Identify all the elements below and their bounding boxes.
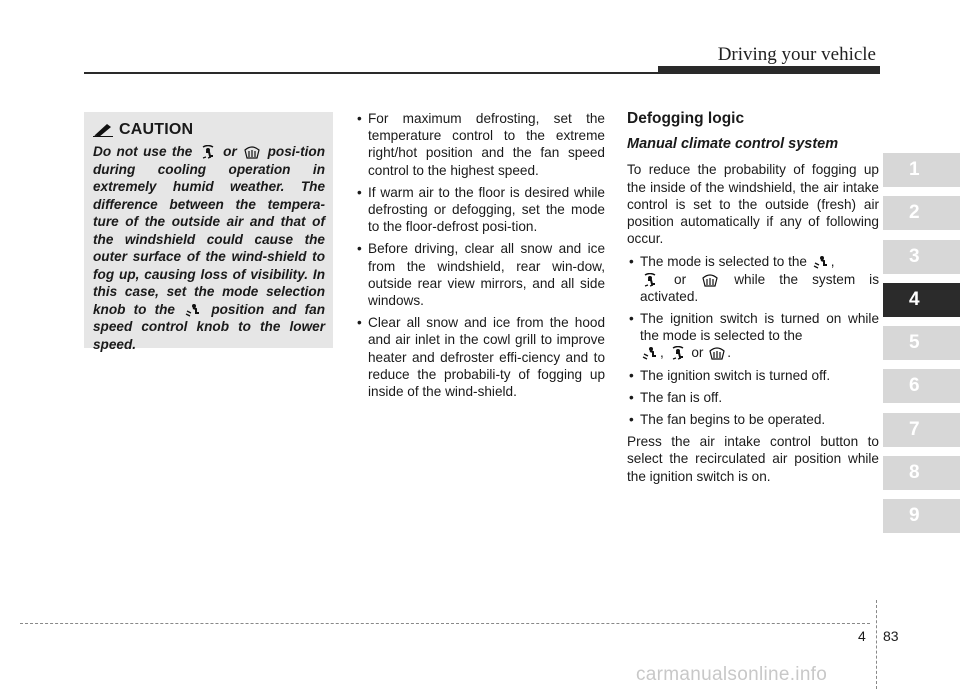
caution-text-part: posi-tion during cooling operation in extremely humid weather. The difference between the tempera-ture of the outside air and that of the windshield could cause the outer surface of the wind-shield to fog up, causing loss of visibility. In this case, set the mode selection knob to the xyxy=(93,144,325,317)
floor-defrost-mode-icon xyxy=(200,145,216,159)
list-item-text: , xyxy=(660,345,664,361)
list-item-text: or xyxy=(691,345,704,361)
chapter-tab-6[interactable]: 6 xyxy=(883,369,960,403)
list-item-text: The mode is selected to the xyxy=(640,254,807,270)
chapter-tab-8[interactable]: 8 xyxy=(883,456,960,490)
list-item: • If warm air to the floor is desired while defrosting or defogging, set the mode to the floor-defrost posi-tion. xyxy=(355,184,605,236)
caution-header xyxy=(93,120,325,140)
pencil-icon xyxy=(93,123,113,137)
defrost-mode-icon xyxy=(702,273,718,287)
list-item xyxy=(627,310,879,362)
intro-paragraph: To reduce the probability of fogging up the inside of the windshield, the air intake control is set to the outside (fresh) air position automatically if any of following occur. xyxy=(627,162,879,247)
outro-paragraph: Press the air intake control button to select the recirculated air position while the ignition switch is on. xyxy=(627,434,879,484)
list-item: • The fan begins to be operated. xyxy=(627,411,879,428)
floor-defrost-mode-icon xyxy=(670,346,686,360)
chapter-tab-4[interactable]: 4 xyxy=(883,283,960,317)
caution-text-part: or xyxy=(223,144,237,159)
chapter-tab-7[interactable]: 7 xyxy=(883,413,960,447)
list-item-text: The ignition switch is turned on while the mode is selected to the xyxy=(640,311,879,344)
footer-rule xyxy=(20,623,870,624)
list-item xyxy=(627,253,879,305)
header-rule xyxy=(84,72,880,74)
list-item: • For maximum defrosting, set the temperature control to the extreme right/hot position and the fan speed control to the highest speed. xyxy=(355,110,605,179)
list-item: • The ignition switch is turned off. xyxy=(627,367,879,384)
caution-text xyxy=(93,143,325,353)
list-item: • Clear all snow and ice from the hood and air inlet in the cowl grill to improve heater and defroster effi-ciency and to reduce the probabili-ty of fogging up inside of the wind-shield. xyxy=(355,314,605,400)
list-item-text: , xyxy=(830,254,835,270)
defrost-mode-icon xyxy=(244,145,260,159)
list-item: • The fan is off. xyxy=(627,389,879,406)
floor-mode-icon xyxy=(185,303,201,317)
list-item: • Before driving, clear all snow and ice from the windshield, rear win-dow, outside rear view mirrors, and all side windows. xyxy=(355,240,605,309)
chapter-tab-2[interactable]: 2 xyxy=(883,196,960,230)
list-item-text: . xyxy=(727,345,731,361)
caution-box xyxy=(84,112,333,352)
list-item-text: while the system is activated. xyxy=(640,271,880,304)
defrost-mode-icon xyxy=(709,346,725,360)
right-column xyxy=(627,110,879,491)
floor-mode-icon xyxy=(813,255,829,269)
caution-text-part: position and fan speed control knob to the lower speed. xyxy=(93,301,326,352)
list-item-text: or xyxy=(674,271,687,287)
chapter-tab-3[interactable]: 3 xyxy=(883,240,960,274)
page-chapter-number: 4 xyxy=(858,628,866,644)
floor-defrost-mode-icon xyxy=(642,273,658,287)
section-title: Defogging logic xyxy=(627,110,745,127)
footer-divider xyxy=(876,600,877,689)
watermark: carmanualsonline.info xyxy=(636,664,828,685)
caution-text-part: Do not use the xyxy=(93,144,193,159)
caution-title: CAUTION xyxy=(119,121,194,138)
floor-mode-icon xyxy=(642,346,658,360)
chapter-tabs xyxy=(883,153,960,543)
middle-column xyxy=(355,110,605,405)
subsection-title: Manual climate control system xyxy=(627,136,839,153)
page-header-title: Driving your vehicle xyxy=(717,44,876,65)
chapter-tab-5[interactable]: 5 xyxy=(883,326,960,360)
chapter-tab-9[interactable]: 9 xyxy=(883,499,960,533)
page-number: 83 xyxy=(883,628,899,644)
chapter-tab-1[interactable]: 1 xyxy=(883,153,960,187)
